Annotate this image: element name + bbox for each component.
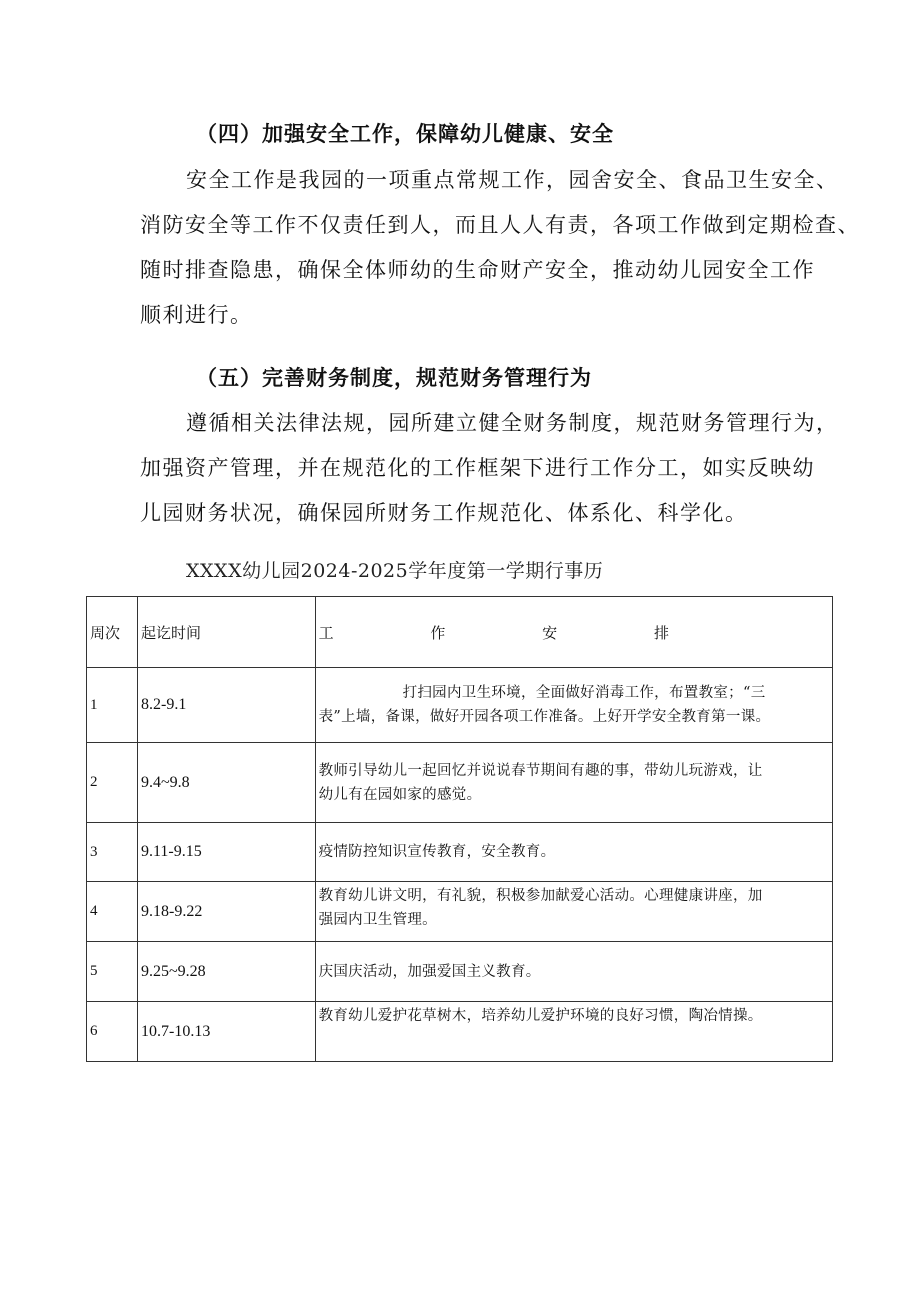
week-cell: 5 (87, 942, 138, 1002)
work-cell (315, 823, 832, 882)
table-row (87, 882, 833, 942)
section4-line-1: 安全工作是我园的一项重点常规工作，园舍安全、食品卫生安全、 (186, 168, 839, 192)
section4-line-4: 顺利进行。 (140, 303, 253, 327)
work-line: 打扫园内卫生环境，全面做好消毒工作，布置教室；“三 (402, 685, 766, 701)
work-line: 庆国庆活动，加强爱国主义教育。 (318, 963, 541, 980)
work-line: 教育幼儿讲文明，有礼貌，积极参加献爱心活动。心理健康讲座，加 (318, 888, 763, 904)
section5-paragraph (140, 401, 852, 536)
time-cell: 9.25~9.28 (138, 942, 316, 1002)
work-cell (315, 942, 832, 1002)
header-time: 起讫时间 (138, 597, 316, 668)
work-cell (315, 743, 832, 823)
work-line: 教师引导幼儿一起回忆并说说春节期间有趣的事，带幼儿玩游戏，让 (318, 762, 763, 779)
work-line: 幼儿有在园如家的感觉。 (318, 786, 482, 803)
table-row (87, 1002, 833, 1062)
time-cell: 9.11-9.15 (138, 823, 316, 882)
table-row (87, 668, 833, 743)
work-cell (315, 1002, 832, 1062)
work-cell (315, 882, 832, 942)
week-cell: 3 (87, 823, 138, 882)
section5-line-3: 儿园财务状况，确保园所财务工作规范化、体系化、科学化。 (140, 501, 748, 525)
work-line: 疫情防控知识宣传教育，安全教育。 (318, 844, 556, 860)
time-cell: 9.4~9.8 (138, 743, 316, 823)
table-row (87, 743, 833, 823)
header-work-char-1: 工 (318, 623, 334, 642)
time-cell: 9.18-9.22 (138, 882, 316, 942)
time-cell: 8.2-9.1 (138, 668, 316, 743)
section4-line-3: 随时排查隐患，确保全体师幼的生命财产安全，推动幼儿园安全工作 (140, 258, 815, 282)
work-line: 教育幼儿爱护花草树木，培养幼儿爱护环境的良好习惯，陶冶情操。 (318, 1008, 763, 1024)
section4-paragraph (140, 158, 860, 338)
calendar-header-row (87, 597, 833, 668)
work-cell (315, 668, 832, 743)
section5-line-1: 遵循相关法律法规，园所建立健全财务制度，规范财务管理行为， (186, 411, 839, 435)
work-line: 表”上墙，备课，做好开园各项工作准备。上好开学安全教育第一课。 (318, 709, 771, 725)
calendar-table (86, 596, 833, 1062)
header-week: 周次 (87, 597, 138, 668)
calendar-caption: XXXX幼儿园2024-2025学年度第一学期行事历 (186, 560, 604, 582)
week-cell: 6 (87, 1002, 138, 1062)
table-row (87, 942, 833, 1002)
header-work-char-3: 安 (542, 623, 558, 642)
week-cell: 1 (87, 668, 138, 743)
header-work (315, 597, 832, 668)
table-row (87, 823, 833, 882)
week-cell: 4 (87, 882, 138, 942)
header-work-char-4: 排 (653, 623, 669, 642)
work-line: 强园内卫生管理。 (318, 912, 437, 928)
section5-line-2: 加强资产管理，并在规范化的工作框架下进行工作分工，如实反映幼 (140, 456, 815, 480)
header-work-char-2: 作 (430, 623, 446, 642)
week-cell: 2 (87, 743, 138, 823)
section5-heading: （五）完善财务制度，规范财务管理行为 (196, 365, 592, 390)
section4-line-2: 消防安全等工作不仅责任到人，而且人人有责，各项工作做到定期检查、 (140, 213, 860, 237)
time-cell: 10.7-10.13 (138, 1002, 316, 1062)
section4-heading: （四）加强安全工作，保障幼儿健康、安全 (196, 121, 614, 146)
